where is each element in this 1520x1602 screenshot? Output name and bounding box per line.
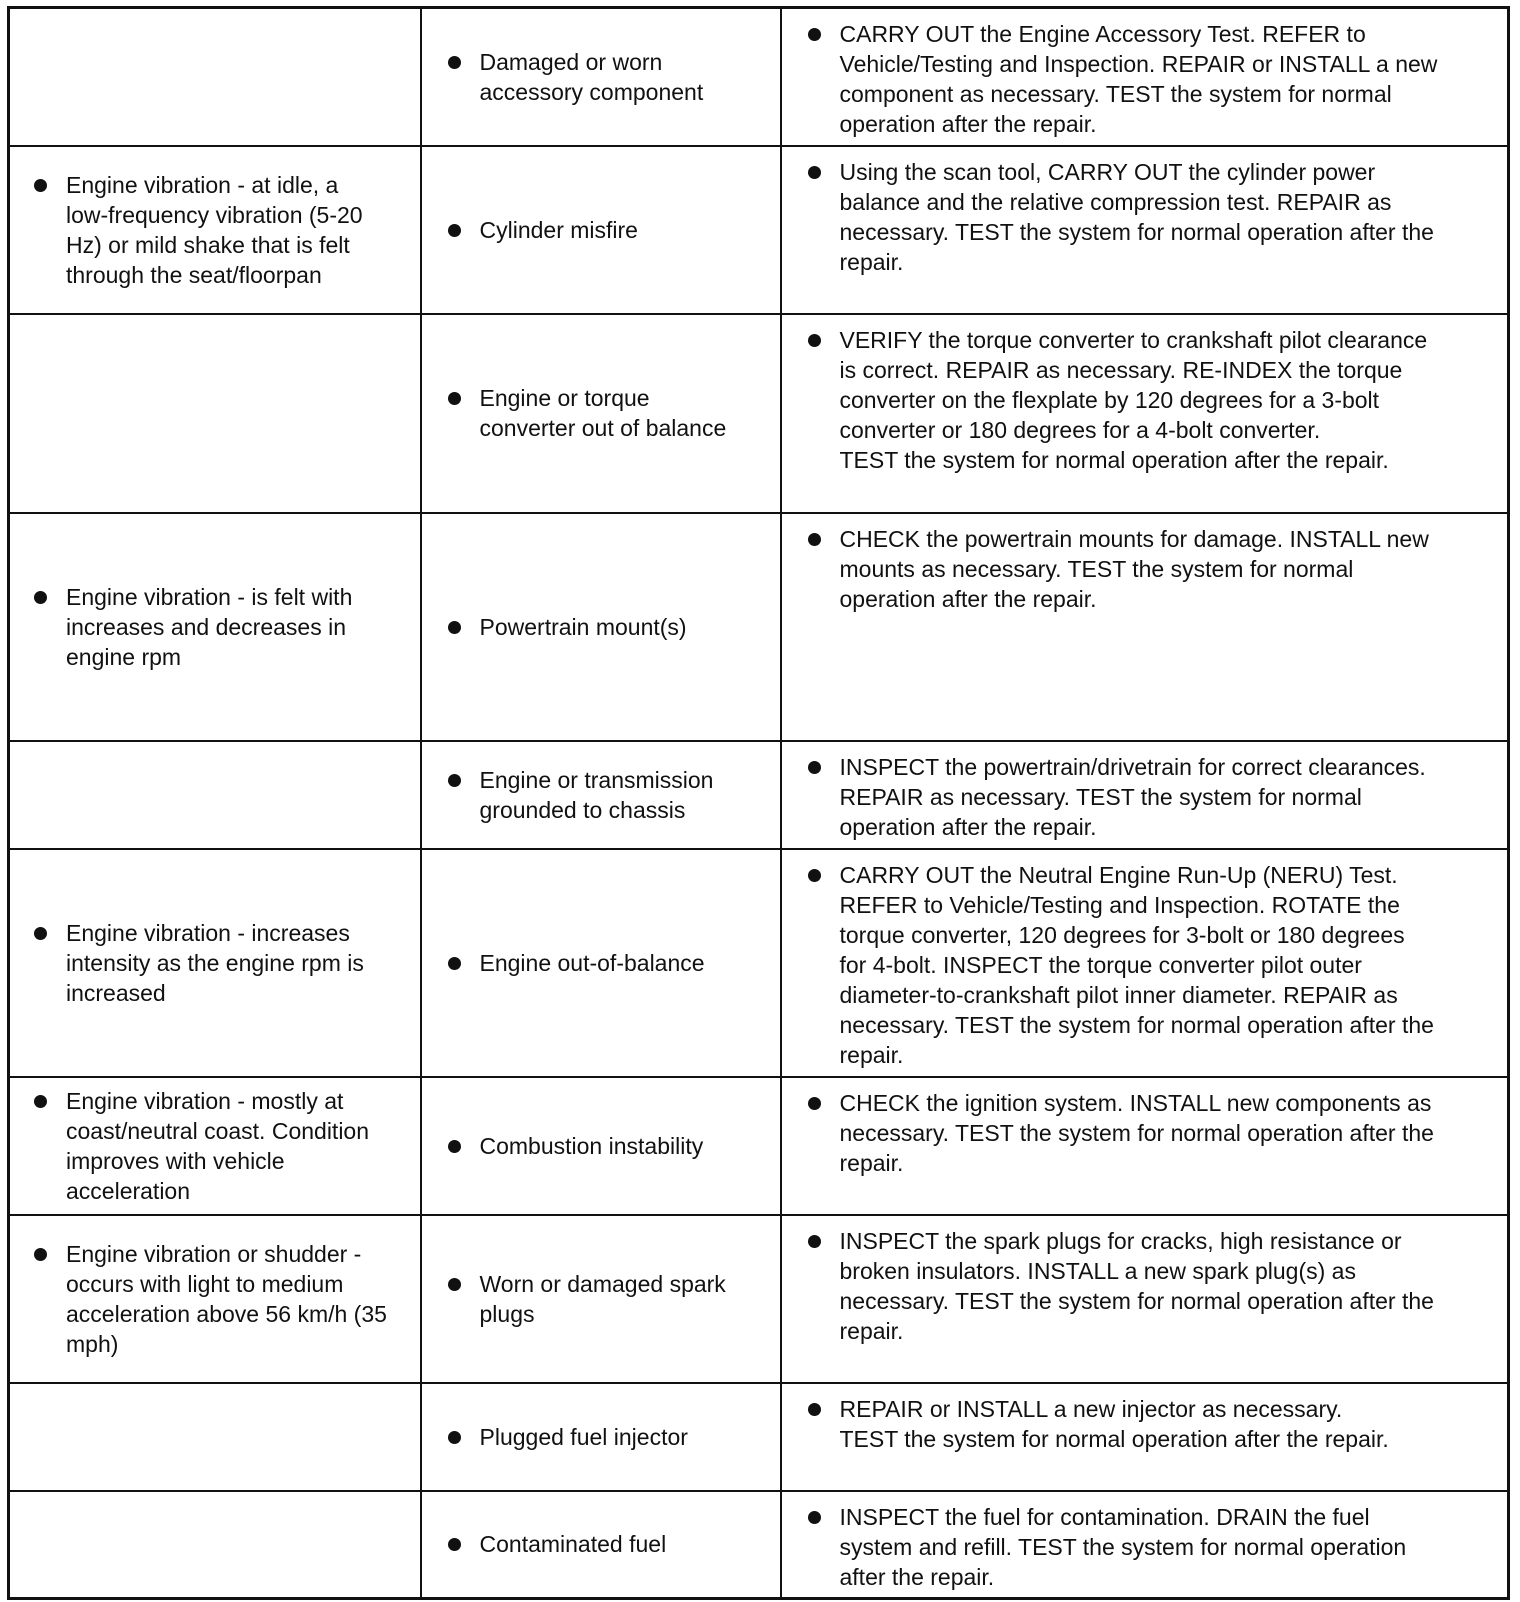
- table-row: [9, 1491, 1509, 1599]
- condition-cell: [9, 146, 421, 314]
- action-text: REPAIR or INSTALL a new injector as necessary. TEST the system for normal operation after the repair.: [839, 1395, 1389, 1452]
- cause-cell: [421, 849, 781, 1077]
- action-cell: [781, 314, 1509, 513]
- action-cell: [781, 1383, 1509, 1491]
- table-row: [9, 8, 1509, 146]
- condition-cell: [9, 8, 421, 146]
- bullet-icon: [448, 621, 461, 634]
- condition-cell: [9, 741, 421, 849]
- cause-cell: [421, 314, 781, 513]
- action-cell: [781, 146, 1509, 314]
- table-row: [9, 741, 1509, 849]
- table-row: [9, 1077, 1509, 1215]
- bullet-icon: [808, 28, 821, 41]
- bullet-icon: [34, 1248, 47, 1261]
- bullet-icon: [448, 1278, 461, 1291]
- bullet-icon: [808, 334, 821, 347]
- cause-cell: [421, 513, 781, 741]
- condition-cell: [9, 1491, 421, 1599]
- cause-cell: [421, 146, 781, 314]
- cause-cell: [421, 1077, 781, 1215]
- action-cell: [781, 849, 1509, 1077]
- cause-text: Plugged fuel injector: [479, 1423, 688, 1450]
- action-text: CHECK the ignition system. INSTALL new components as necessary. TEST the system for normal operation after the repair.: [839, 1089, 1434, 1176]
- condition-text: Engine vibration - is felt with increases and decreases in engine rpm: [66, 583, 353, 670]
- cause-text: Engine out-of-balance: [479, 949, 705, 976]
- bullet-icon: [448, 1538, 461, 1551]
- bullet-icon: [808, 1403, 821, 1416]
- bullet-icon: [34, 591, 47, 604]
- bullet-icon: [34, 927, 47, 940]
- action-text: INSPECT the fuel for contamination. DRAIN the fuel system and refill. TEST the system for normal operation after the repair.: [839, 1503, 1407, 1590]
- condition-text: Engine vibration or shudder - occurs with light to medium acceleration above 56 km/h (35 mph): [66, 1240, 387, 1357]
- condition-cell: [9, 1215, 421, 1383]
- bullet-icon: [448, 1431, 461, 1444]
- table-row: [9, 314, 1509, 513]
- action-cell: [781, 513, 1509, 741]
- action-text: Using the scan tool, CARRY OUT the cylinder power balance and the relative compression test. REPAIR as necessary. TEST the system for normal operation after the repair.: [839, 158, 1434, 275]
- cause-cell: [421, 741, 781, 849]
- condition-text: Engine vibration - at idle, a low-frequency vibration (5-20 Hz) or mild shake that is felt through the seat/floorpan: [66, 171, 363, 288]
- condition-cell: [9, 1077, 421, 1215]
- condition-text: Engine vibration - mostly at coast/neutral coast. Condition improves with vehicle acceleration: [66, 1087, 370, 1204]
- action-text: CARRY OUT the Neutral Engine Run-Up (NERU) Test. REFER to Vehicle/Testing and Inspection. ROTATE the torque converter, 120 degrees for 3-bolt or 180 degrees for 4-bolt. INSPECT the torque converter pilot outer diameter-to-crankshaft pilot inner diameter. REPAIR as necessary. TEST the system for normal operation after the repair.: [839, 861, 1434, 1068]
- diagnosis-table-body: [9, 8, 1509, 1599]
- bullet-icon: [34, 1095, 47, 1108]
- diagnosis-table: [7, 6, 1510, 1600]
- table-row: [9, 1383, 1509, 1491]
- condition-cell: [9, 513, 421, 741]
- table-row: [9, 1215, 1509, 1383]
- table-row: [9, 146, 1509, 314]
- bullet-icon: [808, 1097, 821, 1110]
- cause-cell: [421, 1215, 781, 1383]
- bullet-icon: [448, 392, 461, 405]
- bullet-icon: [448, 224, 461, 237]
- action-cell: [781, 1077, 1509, 1215]
- cause-cell: [421, 1491, 781, 1599]
- bullet-icon: [808, 1235, 821, 1248]
- action-cell: [781, 1215, 1509, 1383]
- table-row: [9, 849, 1509, 1077]
- cause-cell: [421, 8, 781, 146]
- cause-text: Engine or torque converter out of balance: [479, 385, 727, 441]
- bullet-icon: [34, 179, 47, 192]
- cause-cell: [421, 1383, 781, 1491]
- action-cell: [781, 741, 1509, 849]
- action-text: CARRY OUT the Engine Accessory Test. REFER to Vehicle/Testing and Inspection. REPAIR or INSTALL a new component as necessary. TEST the system for normal operation after the repair.: [839, 21, 1438, 137]
- cause-text: Worn or damaged spark plugs: [479, 1270, 726, 1327]
- cause-text: Powertrain mount(s): [479, 613, 687, 640]
- action-text: INSPECT the spark plugs for cracks, high resistance or broken insulators. INSTALL a new spark plug(s) as necessary. TEST the system for normal operation after the repair.: [839, 1227, 1434, 1344]
- bullet-icon: [448, 957, 461, 970]
- action-text: CHECK the powertrain mounts for damage. INSTALL new mounts as necessary. TEST the system for normal operation after the repair.: [839, 525, 1429, 612]
- bullet-icon: [448, 774, 461, 787]
- table-row: [9, 513, 1509, 741]
- condition-text: Engine vibration - increases intensity as the engine rpm is increased: [66, 919, 364, 1006]
- bullet-icon: [808, 761, 821, 774]
- bullet-icon: [808, 1511, 821, 1524]
- action-cell: [781, 1491, 1509, 1599]
- action-text: VERIFY the torque converter to crankshaft pilot clearance is correct. REPAIR as necessary. RE-INDEX the torque converter on the flexplate by 120 degrees for a 3-bolt converter or 180 degrees for a 4-bolt converter. TEST the system for normal operation after the repair.: [839, 326, 1428, 473]
- condition-cell: [9, 849, 421, 1077]
- bullet-icon: [808, 869, 821, 882]
- action-text: INSPECT the powertrain/drivetrain for correct clearances. REPAIR as necessary. TEST the system for normal operation after the repair.: [839, 753, 1426, 840]
- bullet-icon: [808, 166, 821, 179]
- bullet-icon: [448, 1140, 461, 1153]
- cause-text: Contaminated fuel: [479, 1531, 667, 1558]
- condition-cell: [9, 1383, 421, 1491]
- condition-cell: [9, 314, 421, 513]
- cause-text: Cylinder misfire: [479, 216, 638, 243]
- cause-text: Combustion instability: [479, 1132, 704, 1159]
- action-cell: [781, 8, 1509, 146]
- cause-text: Engine or transmission grounded to chassis: [479, 766, 714, 823]
- bullet-icon: [448, 56, 461, 69]
- cause-text: Damaged or worn accessory component: [479, 48, 704, 105]
- bullet-icon: [808, 533, 821, 546]
